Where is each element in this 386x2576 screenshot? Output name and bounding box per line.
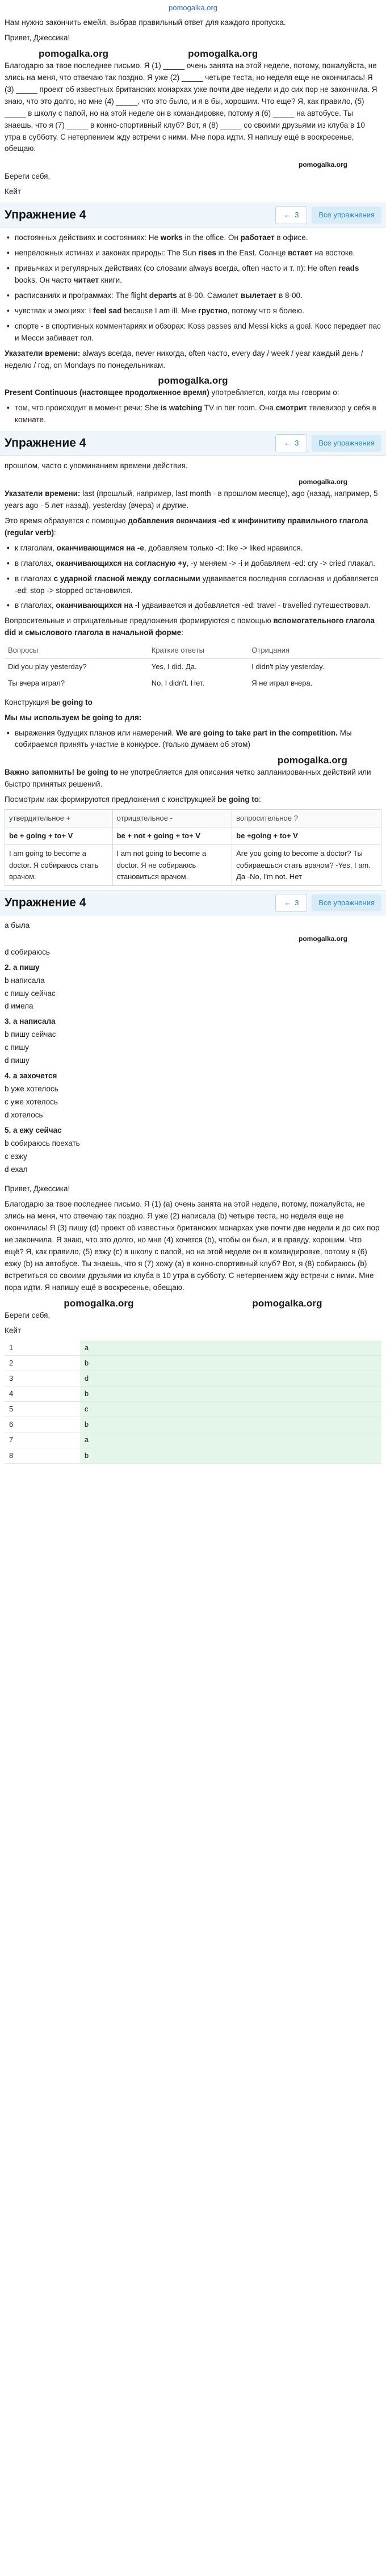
- letter-text: Благодарю за твое последнее письмо. Я (1) _____ очень занята на этой неделе, потому, пожалуйста, не злись на меня, что отвечаю так поздно. Я уже (2) _____ четыре теста, но неделя еще не окончилась! Я (3) _____ проект об известных британских монархах уже почти две недели и до сих пор не закончила. Я знаю, что это долго, но мне (4) _____, что это было, и я в бы, хорошим. Что еще? Я, как правило, (5) _____ в школу с папой, но на этой неделе он в командировке, потому я (6) _____ на автобусе. Ты знаешь, что я (7) _____ в конно-спортивный клуб? Вот, я (8) _____ со своими друзьями из клуба в 10 утра в субботу. С нетерпением жду встречи с ними. Мне пора идти. Я напишу ещё в воскресенье, обещаю.: [5, 61, 377, 153]
- table-row: Did you play yesterday? Yes, I did. Да. I didn't play yesterday.: [8, 662, 325, 671]
- intro-section: [0, 17, 386, 198]
- watermark: pomogalka.org: [64, 1297, 134, 1309]
- greeting: Привет, Джессика!: [5, 33, 70, 43]
- arrow-left-icon: ←: [284, 439, 292, 448]
- list-item: • чувствах и эмоциях: I feel sad because I am ill. Мне грустно, потому что я болею.: [5, 305, 381, 317]
- list-item: • расписаниях и программах: The flight departs at 8-00. Самолет вылетает в 8-00.: [5, 290, 381, 302]
- list-item: • к глаголам, оканчивающимся на -е, добавляем только -d: like -> liked нравился.: [5, 543, 381, 554]
- watermark: pomogalka.org: [298, 161, 347, 169]
- list-item: 5. a ежу сейчас b собираюсь поехать c езжу d ехал: [5, 1125, 80, 1174]
- exercise-header: [0, 431, 386, 456]
- exercise-title: Упражнение 4: [5, 208, 86, 221]
- table-row: 2 b: [5, 1355, 381, 1371]
- page: pomogalka.org Нам нужно закончить емейл, выбрав правильный ответ для каждого пропуска. Привет, Джессика! pomogalka.org pomogalka.org Благодарю за твое последнее письмо. Я (1) _____ очень занята на этой неделе, потому, пожалуйста, не злись на меня, что отвечаю так поздно. Я уже (2) _____ четыре теста, но неделя еще не окончилась! Я (3) _____ проект об известных британских монархах уже почти две недели и до сих пор не закончила. Я знаю, что это долго, но мне (4) _____, что это было, и я в бы, хорошим. Что еще? Я, как правило, (5) _____ в школу с папой, но на этой неделе он в командировке, потому я (6) _____ на автобусе. Ты знаешь, что я (7) _____ в конно-спортивный клуб? Вот, я (8) _____ со своими друзьями из клуба в 10 утра в субботу. С нетерпением жду встречи с ними. Мне пора идти. Я напишу ещё в воскресенье, обещаю. pomogalka.org Береги себя, Кейт Упражнение 4 ← 3 Все упражнения • постоянных действиях и состояниях: He works in the office. Он работает в офисе. • непреложных истинах и законах природы: The Sun rises in the East. Солнце встает на востоке. • привычках и регулярных действиях (со словами always всегда, often часто и т. п): He often reads books. Он часто читает книги. • расписаниях и программах: The flight departs at 8-00. Самолет вылетает в 8-00. • чувствах и эмоциях: I feel sad because I am ill. Мне грустно, потому что я болею. • спорте - в спортивных комментариях и обзорах: Koss passes and Messi kicks a goal. Косс передает пас и Месси забивает гол. Указатели времени: always всегда, never никогда, often часто, every day / week / year каждый день / неделю / год, on Mondays по понедельникам. pomogalka.org Present Continuous (настоящее продолженное время) употребляется, когда мы говорим о: • том, что происходит в момент речи: She is watching TV in her room. Она смотрит телевизор у себя в комнате. Упражнение 4 ← 3 Все упражнения прошлом, часто с упоминанием времени действия. pomogalka.org Указатели времени: last (прошлый, например, last month - в прошлом месяце), ago (назад, например, 5 years ago - 5 лет назад), yesterday (вчера) и другие. Это время образуется с помощью добавления окончания -ed к инфинитиву правильного глагола (regular verb): • к глаголам, оканчивающимся на -е, добавляем только -d: like -> liked нравился. • в глаголах, оканчивающихся на согласную +y, -y меняем -> -i и добавляем -ed: cry -> cried плакал. • в глаголах с ударной гласной между согласными удваивается последняя согласная и добавляется -ed: stop -> stopped остановился. • в глаголах, оканчивающихся на -l удваивается и добавляется -ed: travel - travelled путешествовал. Вопросительные и отрицательные предложения формируются с помощью вспомогательного глагола did и смыслового глагола в начальной форме: Вопросы Краткие ответы Отрицания Did you play yesterday? Yes, I did. Да. I didn't play yesterday. Ты вчера играл? No, I didn't. Нет. Я не играл вчера. Конструкция be going to Мы мы используем be going to для: • выражения будущих планов или намерений. We are going to take part in the competition. Мы собираемся принять участие в конкурсе. (только думаем об этом) pomogalka.org Важно запомнить! be going to не употребляется для описания четко запланированных действий или быстро принятых решений. Посмотрим как формируются предложения с конструкцией be going to: утвердительное + отрицательное - вопросительное ? be + going + to+ V be + not + going + to+ V be +going + to+ V I am going to become a doctor. Я собираюсь стать врачом. I am not going to become a doctor. Я не собираюсь становиться врачом. Are you going to become a doctor? Ты собираешься стать врачом? -Yes, I am. Да -No, I'm not. Нет Упражнение 4 ← 3 Все упражнения a была pomogalka.org d собираюсь 2. a пишу b написала c пишу сейчас d имела 3. a написала b пишу сейчас c пишу d пишу 4. a захочется b уже хотелось c уже хотелось d хотелось 5. a ежу сейчас b собираюсь поехать c езжу d ехал Привет, Джессика! Благодарю за твое последнее письмо. Я (1) (а) очень занята на этой неделе, потому, пожалуйста, не злись на меня, что отвечаю так поздно. Я уже (2) написала (b) четыре теста, но неделя еще не окончилась! Я (3) пишу (d) проект об известных британских монархах уже почти две недели и до сих пор не закончила. Я знаю, что это долго, но мне (4) хочется (b), чтобы он был, и в правду, хорошим. Что ещё? Я, как правило, (5) езжу (c) в школу с папой, но на этой неделе он в командировке, потому я (6) езжу (b) на автобусе. Ты знаешь, что я (7) хожу (а) в конно-спортивный клуб? Вот, я (8) собираюсь (b) встретиться со своими друзьями из клуба в 10 утра в субботу. С нетерпением жду встречи с ними. Мне пора идти. Я напишу ещё в воскресенье, обещаю. pomogalka.org pomogalka.org Береги себя, Кейт 1 a 2 b 3 d 4 b 5 c 6 b 7 a 8 b: [0, 0, 386, 1469]
- watermark: pomogalka.org: [298, 935, 347, 943]
- table-row: 5 c: [5, 1402, 381, 1417]
- table-row: 4 b: [5, 1386, 381, 1401]
- list-item: • в глаголах, оканчивающихся на согласную +y, -y меняем -> -i и добавляем -ed: cry -> cried плакал.: [5, 558, 381, 570]
- answers-table: [5, 1340, 381, 1464]
- table-row: be + going + to+ V be + not + going + to+ V be +going + to+ V: [5, 827, 381, 845]
- watermark: pomogalka.org: [277, 755, 347, 766]
- did-table: Вопросы Краткие ответы Отрицания Did you play yesterday? Yes, I did. Да. I didn't play yesterday. Ты вчера играл? No, I didn't. Нет. Я не играл вчера.: [5, 642, 381, 691]
- prev-exercise-button[interactable]: ← 3: [275, 206, 307, 224]
- prev-exercise-button[interactable]: ← 3: [275, 894, 307, 912]
- all-exercises-button[interactable]: Все упражнения: [312, 894, 381, 911]
- list-item: 3. a написала b пишу сейчас c пишу d пишу: [5, 1017, 56, 1065]
- watermark: pomogalka.org: [298, 477, 347, 486]
- task-text: Нам нужно закончить емейл, выбрав правильный ответ для каждого пропуска.: [5, 18, 286, 27]
- prev-exercise-button[interactable]: ← 3: [275, 434, 307, 452]
- list-item: • постоянных действиях и состояниях: He works in the office. Он работает в офисе.: [5, 232, 381, 244]
- exercise-title: Упражнение 4: [5, 436, 86, 449]
- list-item: • в глаголах с ударной гласной между согласными удваивается последняя согласная и добавляется -ed: stop -> stopped остановился.: [5, 573, 381, 597]
- arrow-left-icon: ←: [284, 898, 292, 907]
- list-item: • привычках и регулярных действиях (со словами always всегда, often часто и т. п): He often reads books. Он часто читает книги.: [5, 263, 381, 287]
- list-item: a была pomogalka.org d собираюсь: [5, 921, 347, 956]
- present-simple-rules: [0, 232, 386, 344]
- site-top-link[interactable]: pomogalka.org: [169, 3, 217, 12]
- exercise-header: [0, 203, 386, 228]
- list-item: • в глаголах, оканчивающихся на -l удваивается и добавляется -ed: travel - travelled путешествовал.: [5, 600, 381, 612]
- table-row: 7 a: [5, 1432, 381, 1448]
- signature-name: Кейт: [5, 187, 22, 196]
- list-item: • спорте - в спортивных комментариях и обзорах: Koss passes and Messi kicks a goal. Косс передает пас и Месси забивает гол.: [5, 321, 381, 344]
- table-row: 6 b: [5, 1417, 381, 1432]
- table-row: 8 b: [5, 1448, 381, 1463]
- signoff: Береги себя,: [5, 172, 51, 181]
- table-row: 3 d: [5, 1371, 381, 1386]
- all-exercises-button[interactable]: Все упражнения: [312, 207, 381, 224]
- list-item: 2. a пишу b написала c пишу сейчас d имела: [5, 963, 56, 1011]
- present-continuous-intro: Present Continuous (настоящее продолженное время) употребляется, когда мы говорим о:: [5, 388, 339, 397]
- list-item: • том, что происходит в момент речи: She is watching TV in her room. Она смотрит телевизор у себя в комнате.: [5, 402, 381, 426]
- list-item: • непреложных истинах и законах природы: The Sun rises in the East. Солнце встает на востоке.: [5, 247, 381, 259]
- options-list: [0, 920, 386, 1176]
- table-row: Ты вчера играл? No, I didn't. Нет. Я не играл вчера.: [8, 678, 313, 687]
- table-row: 1 a: [5, 1340, 381, 1356]
- watermark: pomogalka.org: [158, 375, 228, 386]
- final-letter: Привет, Джессика! Благодарю за твое последнее письмо. Я (1) (а) очень занята на этой неделе, потому, пожалуйста, не злись на меня, что отвечаю так поздно. Я уже (2) написала (b) четыре теста, но неделя еще не окончилась! Я (3) пишу (d) проект об известных британских монархах уже почти две недели и до сих пор не закончила. Я знаю, что это долго, но мне (4) хочется (b), чтобы он был, и в правду, хорошим. Что ещё? Я, как правило, (5) езжу (c) в школу с папой, но на этой неделе он в командировке, потому я (6) езжу (b) на автобусе. Ты знаешь, что я (7) хожу (а) в конно-спортивный клуб? Вот, я (8) собираюсь (b) встретиться со своими друзьями из клуба в 10 утра в субботу. С нетерпением жду встречи с ними. Мне пора идти. Я напишу ещё в воскресенье, обещаю. pomogalka.org pomogalka.org Береги себя, Кейт 1 a 2 b 3 d 4 b 5 c 6 b 7 a 8 b: [0, 1183, 386, 1463]
- list-item: 4. a захочется b уже хотелось c уже хотелось d хотелось: [5, 1071, 58, 1119]
- past-simple-section: прошлом, часто с упоминанием времени действия. pomogalka.org Указатели времени: last (прошлый, например, last month - в прошлом месяце), ago (назад, например, 5 years ago - 5 лет назад), yesterday (вчера) и другие. Это время образуется с помощью добавления окончания -ed к инфинитиву правильного глагола (regular verb):: [5, 461, 378, 537]
- watermark: pomogalka.org: [39, 48, 109, 59]
- time-markers-simple: Указатели времени: always всегда, never никогда, often часто, every day / week / year каждый день / неделю / год, on Mondays по понедельникам.: [5, 348, 363, 369]
- arrow-left-icon: ←: [284, 211, 292, 220]
- exercise-title: Упражнение 4: [5, 896, 86, 909]
- list-item: • выражения будущих планов или намерений. We are going to take part in the competition. Мы собираемся принять участие в конкурсе. (только думаем об этом): [5, 728, 381, 751]
- all-exercises-button[interactable]: Все упражнения: [312, 435, 381, 452]
- watermark: pomogalka.org: [252, 1297, 322, 1309]
- watermark: pomogalka.org: [188, 48, 258, 59]
- exercise-header: [0, 890, 386, 915]
- going-to-table: утвердительное + отрицательное - вопросительное ? be + going + to+ V be + not + going + to+ V be +going + to+ V I am going to become a doctor. Я собираюсь стать врачом. I am not going to become a doctor. Я не собираюсь становиться врачом. Are you going to become a doctor? Ты собираешься стать врачом? -Yes, I am. Да -No, I'm not. Нет: [5, 809, 381, 886]
- table-row: I am going to become a doctor. Я собираюсь стать врачом. I am not going to become a doctor. Я не собираюсь становиться врачом. Are you going to become a doctor? Ты собираешься стать врачом? -Yes, I am. Да -No, I'm not. Нет: [5, 845, 381, 885]
